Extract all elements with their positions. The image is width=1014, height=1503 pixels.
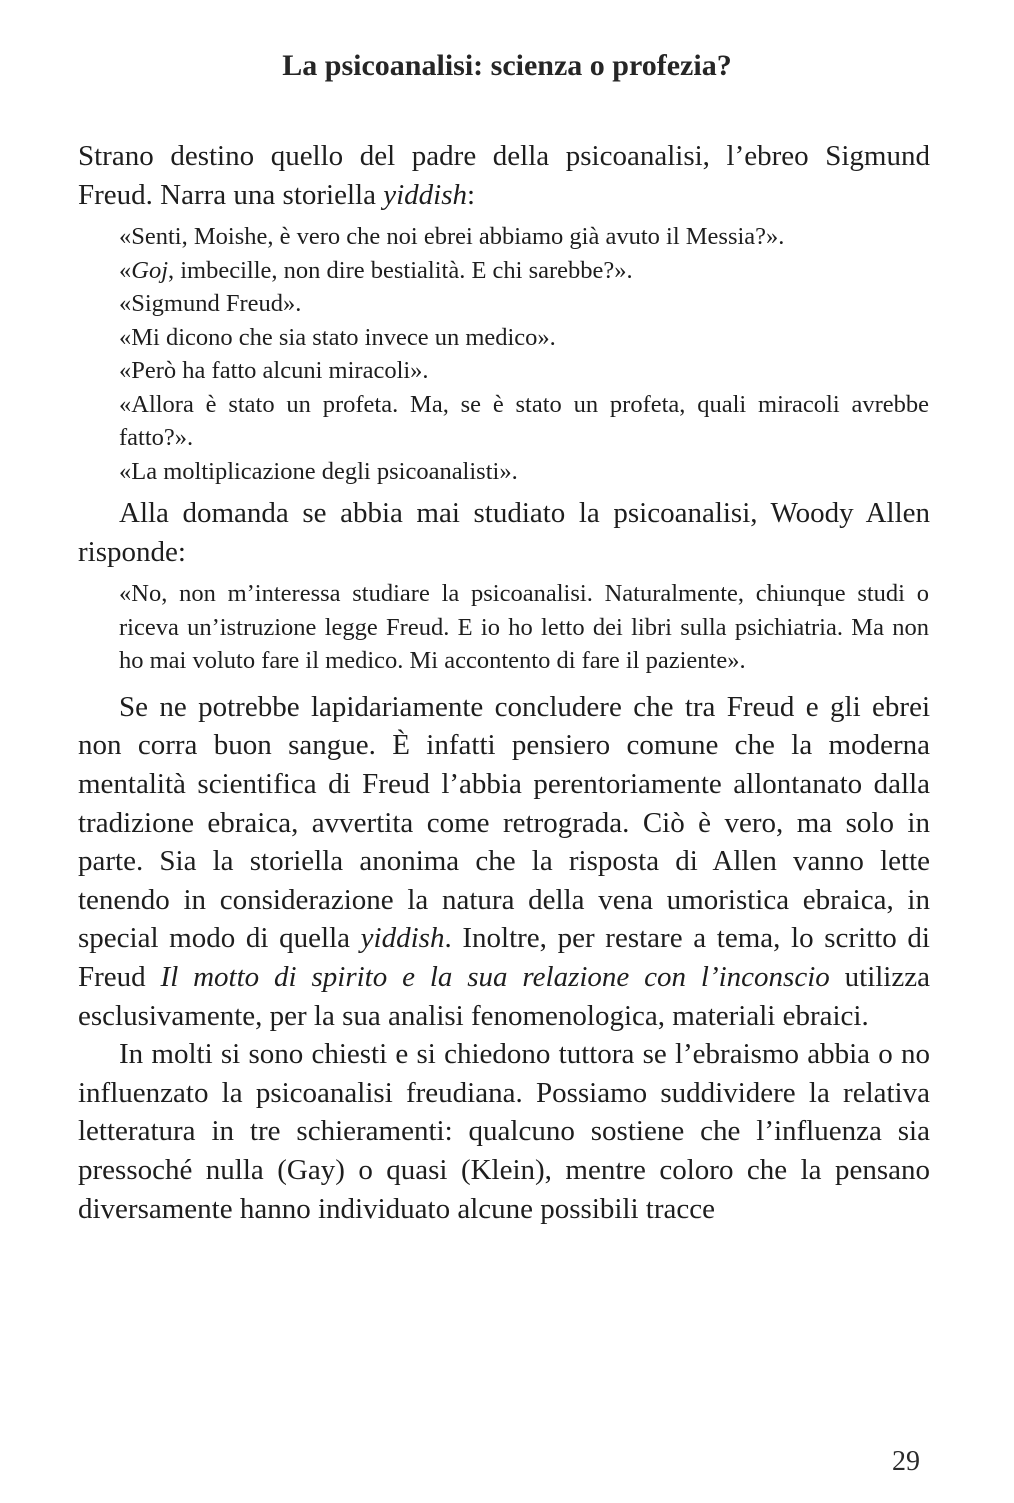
page-number: 29 xyxy=(892,1446,920,1477)
dialogue-line: «Senti, Moishe, è vero che noi ebrei abbiamo già avuto il Messia?». xyxy=(119,223,785,251)
paragraph-text: utilizza esclusivamente, per la sua analisi fenomenologica, materiali ebraici. xyxy=(78,961,930,1032)
chapter-title: La psicoanalisi: scienza o profezia? xyxy=(282,49,732,82)
paragraph-text: Se ne potrebbe lapidariamente concludere che tra Freud e gli ebrei non corra buon sangue. È infatti pensiero comune che la moderna mentalità scientifica di Freud l’abbia perentoriamente allontanato dalla tradizione ebraica, avvertita come retrograda. Ciò è vero, ma solo in parte. Sia la storiella anonima che la risposta di Allen vanno lette tenendo in considerazione la natura della vena umoristica ebraica, in special modo di quella xyxy=(78,690,930,955)
intro-italic: yiddish xyxy=(383,178,467,211)
body-text xyxy=(78,137,930,1228)
allen-intro-paragraph: Alla domanda se abbia mai studiato la psicoanalisi, Woody Allen risponde: xyxy=(78,497,930,568)
dialogue-italic: Goj xyxy=(131,256,168,284)
paragraph-4: In molti si sono chiesti e si chiedono tuttora se l’ebraismo abbia o no influenzato la psicoanalisi freudiana. Possiamo suddividere la relativa letteratura in tre schieramenti: qualcuno sostiene che l’influenza sia pressoché nulla (Gay) o quasi (Klein), mentre coloro che la pensano diversamente hanno individuato alcune possibili tracce xyxy=(78,1038,930,1225)
paragraph-italic: yiddish xyxy=(360,922,445,955)
dialogue-line: «Mi dicono che sia stato invece un medico». xyxy=(119,323,556,351)
dialogue-line: «La moltiplicazione degli psicoanalisti». xyxy=(119,457,518,485)
dialogue-block xyxy=(119,220,929,488)
allen-quote: «No, non m’interessa studiare la psicoanalisi. Naturalmente, chiunque studi o riceva un’istruzione legge Freud. E io ho letto dei libri sulla psichiatria. Ma non ho mai voluto fare il medico. Mi accontento di fare il paziente». xyxy=(119,580,929,675)
dialogue-line: «Però ha fatto alcuni miracoli». xyxy=(119,357,429,385)
dialogue-line xyxy=(119,254,929,288)
dialogue-text: « xyxy=(119,256,132,284)
paragraph-3 xyxy=(78,688,930,1035)
dialogue-line: «Allora è stato un profeta. Ma, se è stato un profeta, quali miracoli avrebbe fatto?». xyxy=(119,390,929,452)
book-title-italic: Il motto di spirito e la sua relazione con l’inconscio xyxy=(160,961,830,994)
dialogue-text: , imbecille, non dire bestialità. E chi sarebbe?». xyxy=(168,256,633,284)
intro-paragraph xyxy=(78,137,930,214)
intro-text-end: : xyxy=(466,178,476,211)
dialogue-line: «Sigmund Freud». xyxy=(119,290,302,318)
intro-text: Strano destino quello del padre della psicoanalisi, l’ebreo Sigmund Freud. Narra una storiella xyxy=(78,140,930,211)
paragraph-text: . Inoltre, per restare a tema, lo scritto di Freud xyxy=(78,922,930,994)
